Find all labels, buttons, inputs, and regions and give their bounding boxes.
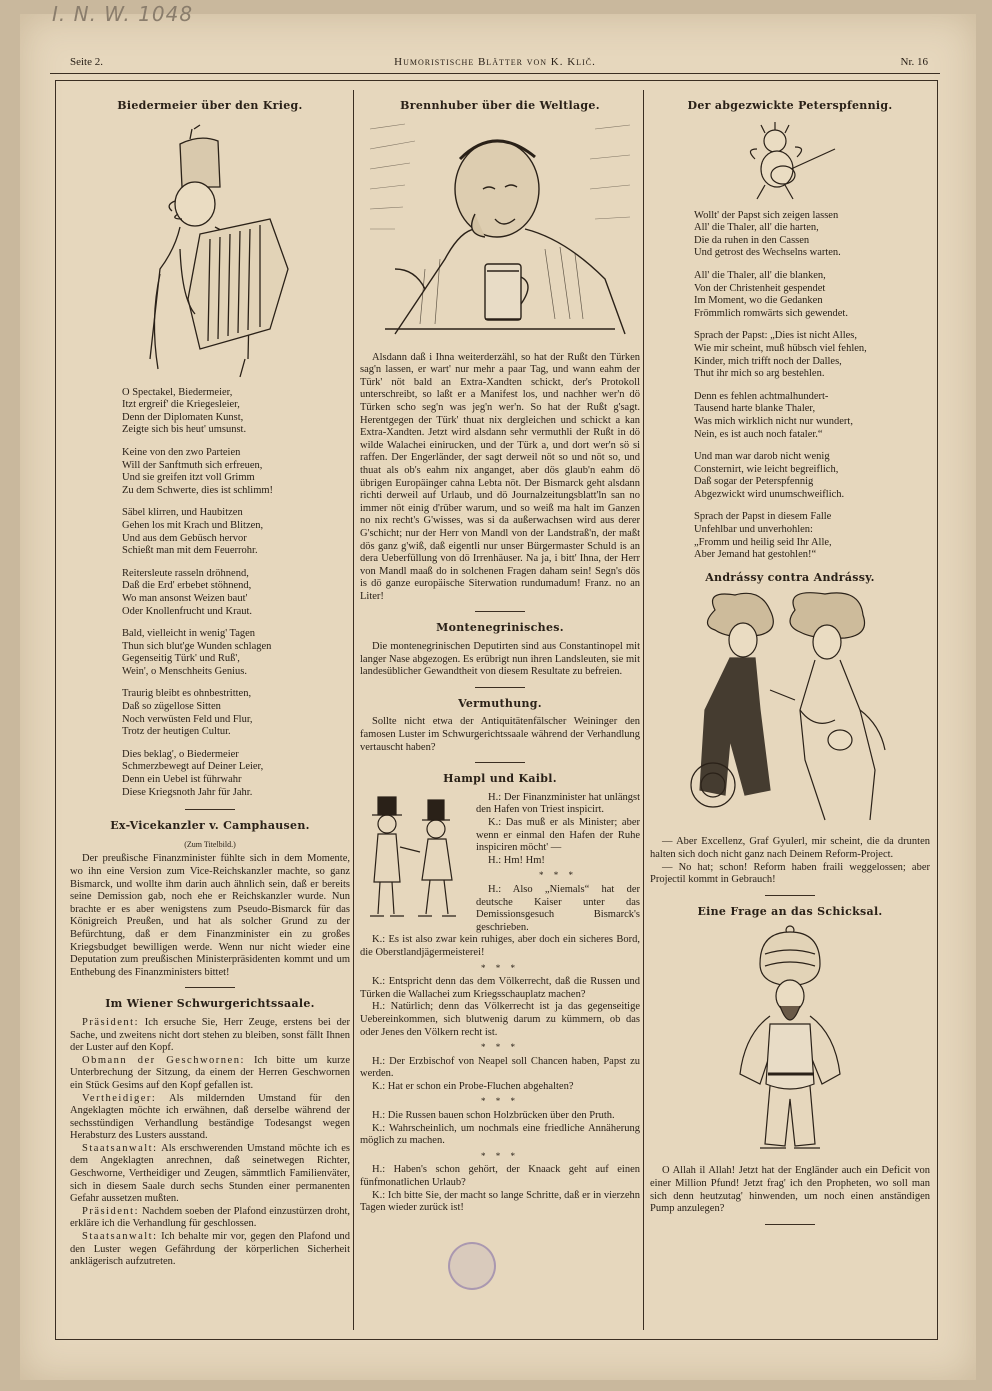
verse-line: Was mich wirklich nicht nur wundert, xyxy=(694,415,853,427)
verse-line: Und aus dem Gebüsch hervor xyxy=(122,532,247,544)
verse-line: Will der Sanftmuth sich erfreuen, xyxy=(122,459,263,471)
paragraph: — Aber Excellenz, Graf Gyulerl, mir scheint, die da drunten halten sich doch nicht ganz nach Deinem Reform-Project. xyxy=(650,836,930,861)
verse-line: Daß sogar der Peterspfennig xyxy=(694,476,814,488)
verse-stanza xyxy=(70,507,350,557)
verse-line: Denn ein Uebel ist führwahr xyxy=(122,774,242,786)
verse-stanza xyxy=(650,511,930,561)
verse-line: Wollt' der Papst sich zeigen lassen xyxy=(694,209,839,221)
section-divider xyxy=(475,687,525,688)
verse-line: Nein, es ist auch noch fataler.“ xyxy=(694,428,823,440)
paragraph: O Allah il Allah! Jetzt hat der Engländer auch ein Deficit von einer Million Pfund! Jetzt frag' ich den Propheten, wo soll man sich denn heutzutag' hinwenden, um noch einen anständigen Pump anzulegen? xyxy=(650,1165,930,1215)
verse-line: Und getrost des Wechselns warten. xyxy=(694,247,841,259)
verse-stanza xyxy=(70,688,350,738)
page-header xyxy=(50,52,940,74)
paragraph: — No hat; schon! Reform haben fraili weggelossen; aber Projectil kommt in Gebrauch! xyxy=(650,861,930,886)
dialogue-line: H.: Hm! Hm! xyxy=(488,854,545,866)
verse-line: Schießt man mit dem Feuerrohr. xyxy=(122,545,258,557)
verse-line: Daß die Erd' erbebet stöhnend, xyxy=(122,580,252,592)
verse-line: Schmerzbewegt auf Deiner Leier, xyxy=(122,761,264,773)
paragraph xyxy=(70,1017,350,1055)
speaker-label: Obmann der Geschwornen: xyxy=(82,1054,245,1066)
cherub-guitar-illustration xyxy=(735,119,845,204)
verse-line: Bald, vielleicht in wenig' Tagen xyxy=(122,628,256,640)
verse-line: Säbel klirren, und Haubitzen xyxy=(122,507,243,519)
verse-line: Zu dem Schwerte, dies ist schlimm! xyxy=(122,484,274,496)
two-men-bushy-hair-illustration xyxy=(675,590,905,830)
verse-line: Thut ihr mich so arg bestehlen. xyxy=(694,368,825,380)
verse-line: Traurig bleibt es ohnbestritten, xyxy=(122,688,252,700)
verse-line: Thun sich blut'ge Wunden schlagen xyxy=(122,640,272,652)
section-divider xyxy=(475,762,525,763)
paragraph xyxy=(70,1143,350,1206)
dialogue-line: H.: Haben's schon gehört, der Knaack geht auf einen fünfmonatlichen Urlaub? xyxy=(360,1164,640,1189)
verse-line: Unfehlbar und unverhohlen: xyxy=(694,524,813,536)
two-men-top-hats-illustration xyxy=(360,792,470,922)
speaker-label: Präsident: xyxy=(82,1205,139,1217)
verse-line: Gegenseitig Türk' und Ruß', xyxy=(122,653,240,665)
dialogue-line: H.: Natürlich; denn das Völkerrecht ist ja das gegenseitige Uebereinkommen, sich blutwenig darum zu kümmern, ob das oder Jenes den Völkern recht ist. xyxy=(360,1001,640,1038)
verse-line: Die da ruhen in den Cassen xyxy=(694,234,810,246)
article-body xyxy=(360,352,640,604)
verse-line: All' die Thaler, all' die harten, xyxy=(694,222,819,234)
paragraph: Alsdann daß i Ihna weiterderzähl, so hat der Rußt den Türken sag'n lassen, er wart' nur mehr a paar Tag, und wann eahm der Türk' nöt bald an Extra-Xandten schickt, der's Protokoll unterschreibt, so laßt er a Manifest los, und nachher wer'n dö Türken scho seg'n was jeg'n wer'n. So hat der Rußt g'sagt. Herentgegen der Türk' thuat nix dergleichen und schickt a kan Extra-Xandten. Jetzt wird alsdann sehr vermuthli der Rußt in dö wilde Walachei einirucken, und der Türk a, und dort wer'n sö si raffen. Der Engerländer, der sagt derweil nöt so und nöt so, und thuat als ob's eahm nix anganget, aber dös glaub'n eahm dö übrigen Europäinger cahna Lebta nöt. Der Bismarck geht alsdann richti derweil auf Urlaub, und dö Journalzeitungsblatt'ln san no immer nöt einig d'rüber warum, und so weiß ma halt im Ganzen no nix recht's G'wisses, was si da außerwachsen wird aus derer G'schicht; nur der Herr von Mandl von der Landstraß'n, der maßt dös ganz g'wiß, daß eigentli nur unser Bürgermaster Schuld is an dera Ueberfüllung von dö Irrenhäuser. Na ja, i bitt' Ihna, der Herr von Mandl maaß do in solchenen Fragen daham sein! Segn's dös is dö ganze europäische Siterwation rundumadum! Franz. no an Liter! xyxy=(360,351,640,602)
paragraph: Der preußische Finanzminister fühlte sich in dem Momente, wo ihn eine Version zum Vice-Reichskanzler machte, so ganz Bismarck, und wollte ihm darin auch ähnlich sein, daß er bereits seine Demission gab, noch ehe er Reichskanzler wurde. Nun brachte er es aber wenigstens zum Pseudo-Bismarck für das Königreich Preußen, und hat als solcher Grund zu der Befürchtung, daß er dem Finanzminister ein zu großes Kriegsbudget bewilligen werde. Wenn nur nicht wieder eine Deputation zum preußischen Ministerpräsidenten kommt und um Enthebung des Finanzministers bittet! xyxy=(70,853,350,978)
separator-stars: * * * xyxy=(481,962,519,973)
publication-title: Humoristische Blätter von K. Klič. xyxy=(394,56,596,68)
dialogue-line: H.: Also „Niemals“ hat der deutsche Kaiser unter das Demissionsgesuch Bismarck's geschrieben. xyxy=(476,883,640,933)
section-divider xyxy=(185,809,235,810)
article-body xyxy=(650,1165,930,1215)
verse-stanza xyxy=(650,330,930,380)
article-body xyxy=(70,1017,350,1269)
verse-line: Keine von den zwo Parteien xyxy=(122,446,241,458)
soldier-accordion-illustration xyxy=(120,119,300,379)
article-title: Vermuthung. xyxy=(458,696,542,710)
verse-stanza xyxy=(70,749,350,799)
issue-number: Nr. 16 xyxy=(900,56,928,68)
verse-line: Denn der Diplomaten Kunst, xyxy=(122,411,244,423)
verse-line: Sprach der Papst in diesem Falle xyxy=(694,511,832,523)
speaker-text: Ich bitte um kurze Unterbrechung der Sitzung, da einem der Herren Geschwornen ein Stück Gesims auf den Kopf gefallen ist. xyxy=(70,1054,350,1091)
column-divider xyxy=(353,90,354,1330)
separator-stars: * * * xyxy=(481,1096,519,1107)
column-divider xyxy=(643,90,644,1330)
verse-stanza xyxy=(70,447,350,497)
paragraph xyxy=(70,1231,350,1269)
verse-line: Sprach der Papst: „Dies ist nicht Alles, xyxy=(694,330,858,342)
article-title: Biedermeier über den Krieg. xyxy=(117,99,303,112)
dialogue-line: K.: Entspricht denn das dem Völkerrecht, daß die Russen und Türken die Wallachei zum Kriegsschauplatz machen? xyxy=(360,976,640,1000)
article-title: Andrássy contra Andrássy. xyxy=(705,570,875,584)
article-body xyxy=(360,641,640,679)
dialogue-block xyxy=(360,792,640,1215)
verse-line: Und sie greifen itzt voll Grimm xyxy=(122,472,255,484)
verse-line: Wo man ansonst Weizen baut' xyxy=(122,592,248,604)
section-divider xyxy=(185,987,235,988)
paragraph xyxy=(70,1093,350,1143)
verse-line: Tausend harte blanke Thaler, xyxy=(694,403,816,415)
verse-stanza xyxy=(650,210,930,260)
column-left xyxy=(70,90,350,1330)
verse-line: Reitersleute rasseln dröhnend, xyxy=(122,567,249,579)
section-divider xyxy=(765,1224,815,1225)
verse-line: Oder Knollenfrucht und Kraut. xyxy=(122,605,253,617)
library-stamp xyxy=(448,1242,496,1290)
speaker-text: Ich behalte mir vor, gegen den Plafond und den Luster wegen Gefährdung der körperlichen Sicherheit anklägerisch aufzutreten. xyxy=(70,1231,350,1268)
dialogue-line: K.: Hat er schon ein Probe-Fluchen abgehalten? xyxy=(372,1080,574,1092)
poem-verses xyxy=(70,387,350,800)
verse-stanza xyxy=(650,451,930,501)
dialogue-line: K.: Wahrscheinlich, um nochmals eine friedliche Annäherung möglich zu machen. xyxy=(360,1122,640,1147)
section-divider xyxy=(765,895,815,896)
paragraph xyxy=(70,1055,350,1093)
article-title: Montenegrinisches. xyxy=(436,621,564,635)
separator-stars: * * * xyxy=(481,1150,519,1161)
verse-line: O Spectakel, Biedermeier, xyxy=(122,386,233,398)
article-note: (Zum Titelbild.) xyxy=(184,839,236,849)
verse-line: Wein', o Menschheits Genius. xyxy=(122,665,247,677)
verse-line: Frömmlich romwärts sich gewendet. xyxy=(694,307,848,319)
article-body xyxy=(650,836,930,886)
speaker-text: Als erschwerenden Umstand möchte ich es dem Angeklagten anrechnen, daß seinetwegen Richter, Geschworne, Vertheidiger und Zeugen, sämmtlich Familienväter, sich in diesem Saale durch sechs Stunden einer permanenten Gefahr aussetzen mußten. xyxy=(70,1142,350,1205)
verse-stanza xyxy=(650,391,930,441)
dialogue-line: K.: Ich bitte Sie, der macht so lange Schritte, daß er in vierzehn Tagen wieder zurück ist! xyxy=(360,1189,640,1214)
dialogue-line: H.: Die Russen bauen schon Holzbrücken über den Pruth. xyxy=(372,1110,615,1122)
speaker-text: Ich ersuche Sie, Herr Zeuge, erstens bei der Sache, und zweitens nicht dort stehen zu bleiben, sonst fällt Ihnen der Luster auf den Kopf. xyxy=(70,1016,350,1054)
dialogue-line: K.: Das muß er als Minister; aber wenn er einmal den Hafen der Ruhe inspiciren möcht' — xyxy=(476,817,640,854)
article-title: Im Wiener Schwurgerichtssaale. xyxy=(105,997,315,1011)
speaker-label: Vertheidiger: xyxy=(82,1092,157,1104)
article-title: Eine Frage an das Schicksal. xyxy=(697,904,883,918)
verse-line: Abgezwickt wird unumschweiflich. xyxy=(694,488,845,500)
article-body xyxy=(360,716,640,754)
verse-stanza xyxy=(70,568,350,618)
article-title: Hampl und Kaibl. xyxy=(443,772,557,786)
article-title: Ex-Vicekanzler v. Camphausen. xyxy=(110,819,310,833)
speaker-label: Staatsanwalt: xyxy=(82,1231,158,1243)
column-middle xyxy=(360,90,640,1330)
speaker-label: Staatsanwalt: xyxy=(82,1142,158,1154)
verse-line: Noch verwüsten Feld und Flur, xyxy=(122,713,253,725)
verse-stanza xyxy=(70,628,350,678)
verse-line: Trotz der heutigen Cultur. xyxy=(122,726,231,738)
section-divider xyxy=(475,611,525,612)
verse-line: Kinder, mich trifft noch der Dalles, xyxy=(694,355,842,367)
verse-line: Consternirt, wie leicht begreiflich, xyxy=(694,463,839,475)
verse-line: „Fromm und heilig seid Ihr Alle, xyxy=(694,536,832,548)
verse-line: Denn es fehlen achtmalhundert- xyxy=(694,390,829,402)
archive-pencil-mark: I. N. W. 1048 xyxy=(52,2,194,26)
speaker-text: Als mildernden Umstand für den Angeklagten möchte ich erwähnen, daß derselbe während der sechsstündigen Verhandlung beständige Todesangst wegen Herabsturz des Lusters ausstand. xyxy=(70,1092,350,1142)
speaker-text: Nachdem soeben der Plafond einzustürzen droht, erkläre ich die Verhandlung für geschlossen. xyxy=(70,1205,350,1230)
verse-line: Und man war darob nicht wenig xyxy=(694,451,830,463)
paragraph xyxy=(70,1206,350,1231)
verse-line: Von der Christenheit gespendet xyxy=(694,282,826,294)
paragraph: Sollte nicht etwa der Antiquitätenfälscher Weininger den famosen Luster im Schwurgerichtssaale während der Verhandlung vertauscht haben? xyxy=(360,716,640,753)
verse-line: All' die Thaler, all' die blanken, xyxy=(694,269,826,281)
verse-line: Wie mir scheint, muß hübsch viel fehlen, xyxy=(694,342,867,354)
article-title: Brennhuber über die Weltlage. xyxy=(400,99,600,112)
page-number: Seite 2. xyxy=(70,56,103,68)
verse-line: Dies beklag', o Biedermeier xyxy=(122,748,239,760)
dialogue-line: H.: Der Finanzminister hat unlängst den Hafen von Triest inspicirt. xyxy=(476,791,640,816)
turbaned-man-illustration xyxy=(710,924,870,1159)
verse-stanza xyxy=(650,270,930,320)
dialogue-line: K.: Es ist also zwar kein ruhiges, aber doch ein sicheres Bord, die Oberstlandjägermeisterei! xyxy=(360,934,640,958)
separator-stars: * * * xyxy=(539,870,577,881)
column-right xyxy=(650,90,930,1330)
verse-line: Aber Jemand hat gestohlen!“ xyxy=(694,549,817,561)
poem-verses xyxy=(650,210,930,562)
verse-line: Itzt ergreif' die Kriegesleier, xyxy=(122,399,240,411)
verse-line: Diese Kriegsnoth Jahr für Jahr. xyxy=(122,786,253,798)
article-body xyxy=(70,853,350,979)
paragraph: Die montenegrinischen Deputirten sind aus Constantinopel mit langer Nase abgezogen. Es erübrigt nun ihren Landsleuten, sie mit landesüblicher Gewandtheit von diesem Resultate zu befreien. xyxy=(360,641,640,678)
article-title: Der abgezwickte Peterspfennig. xyxy=(687,99,893,112)
verse-line: Gehen los mit Krach und Blitzen, xyxy=(122,519,264,531)
drinking-man-illustration xyxy=(365,119,635,344)
dialogue-line: H.: Der Erzbischof von Neapel soll Chancen haben, Papst zu werden. xyxy=(360,1055,640,1080)
separator-stars: * * * xyxy=(481,1042,519,1053)
verse-line: Daß so zügellose Sitten xyxy=(122,701,221,713)
verse-line: Zeigte sich bis heut' umsunst. xyxy=(122,424,247,436)
verse-stanza xyxy=(70,387,350,437)
speaker-label: Präsident: xyxy=(82,1016,139,1028)
verse-line: Im Moment, wo die Gedanken xyxy=(694,295,823,307)
